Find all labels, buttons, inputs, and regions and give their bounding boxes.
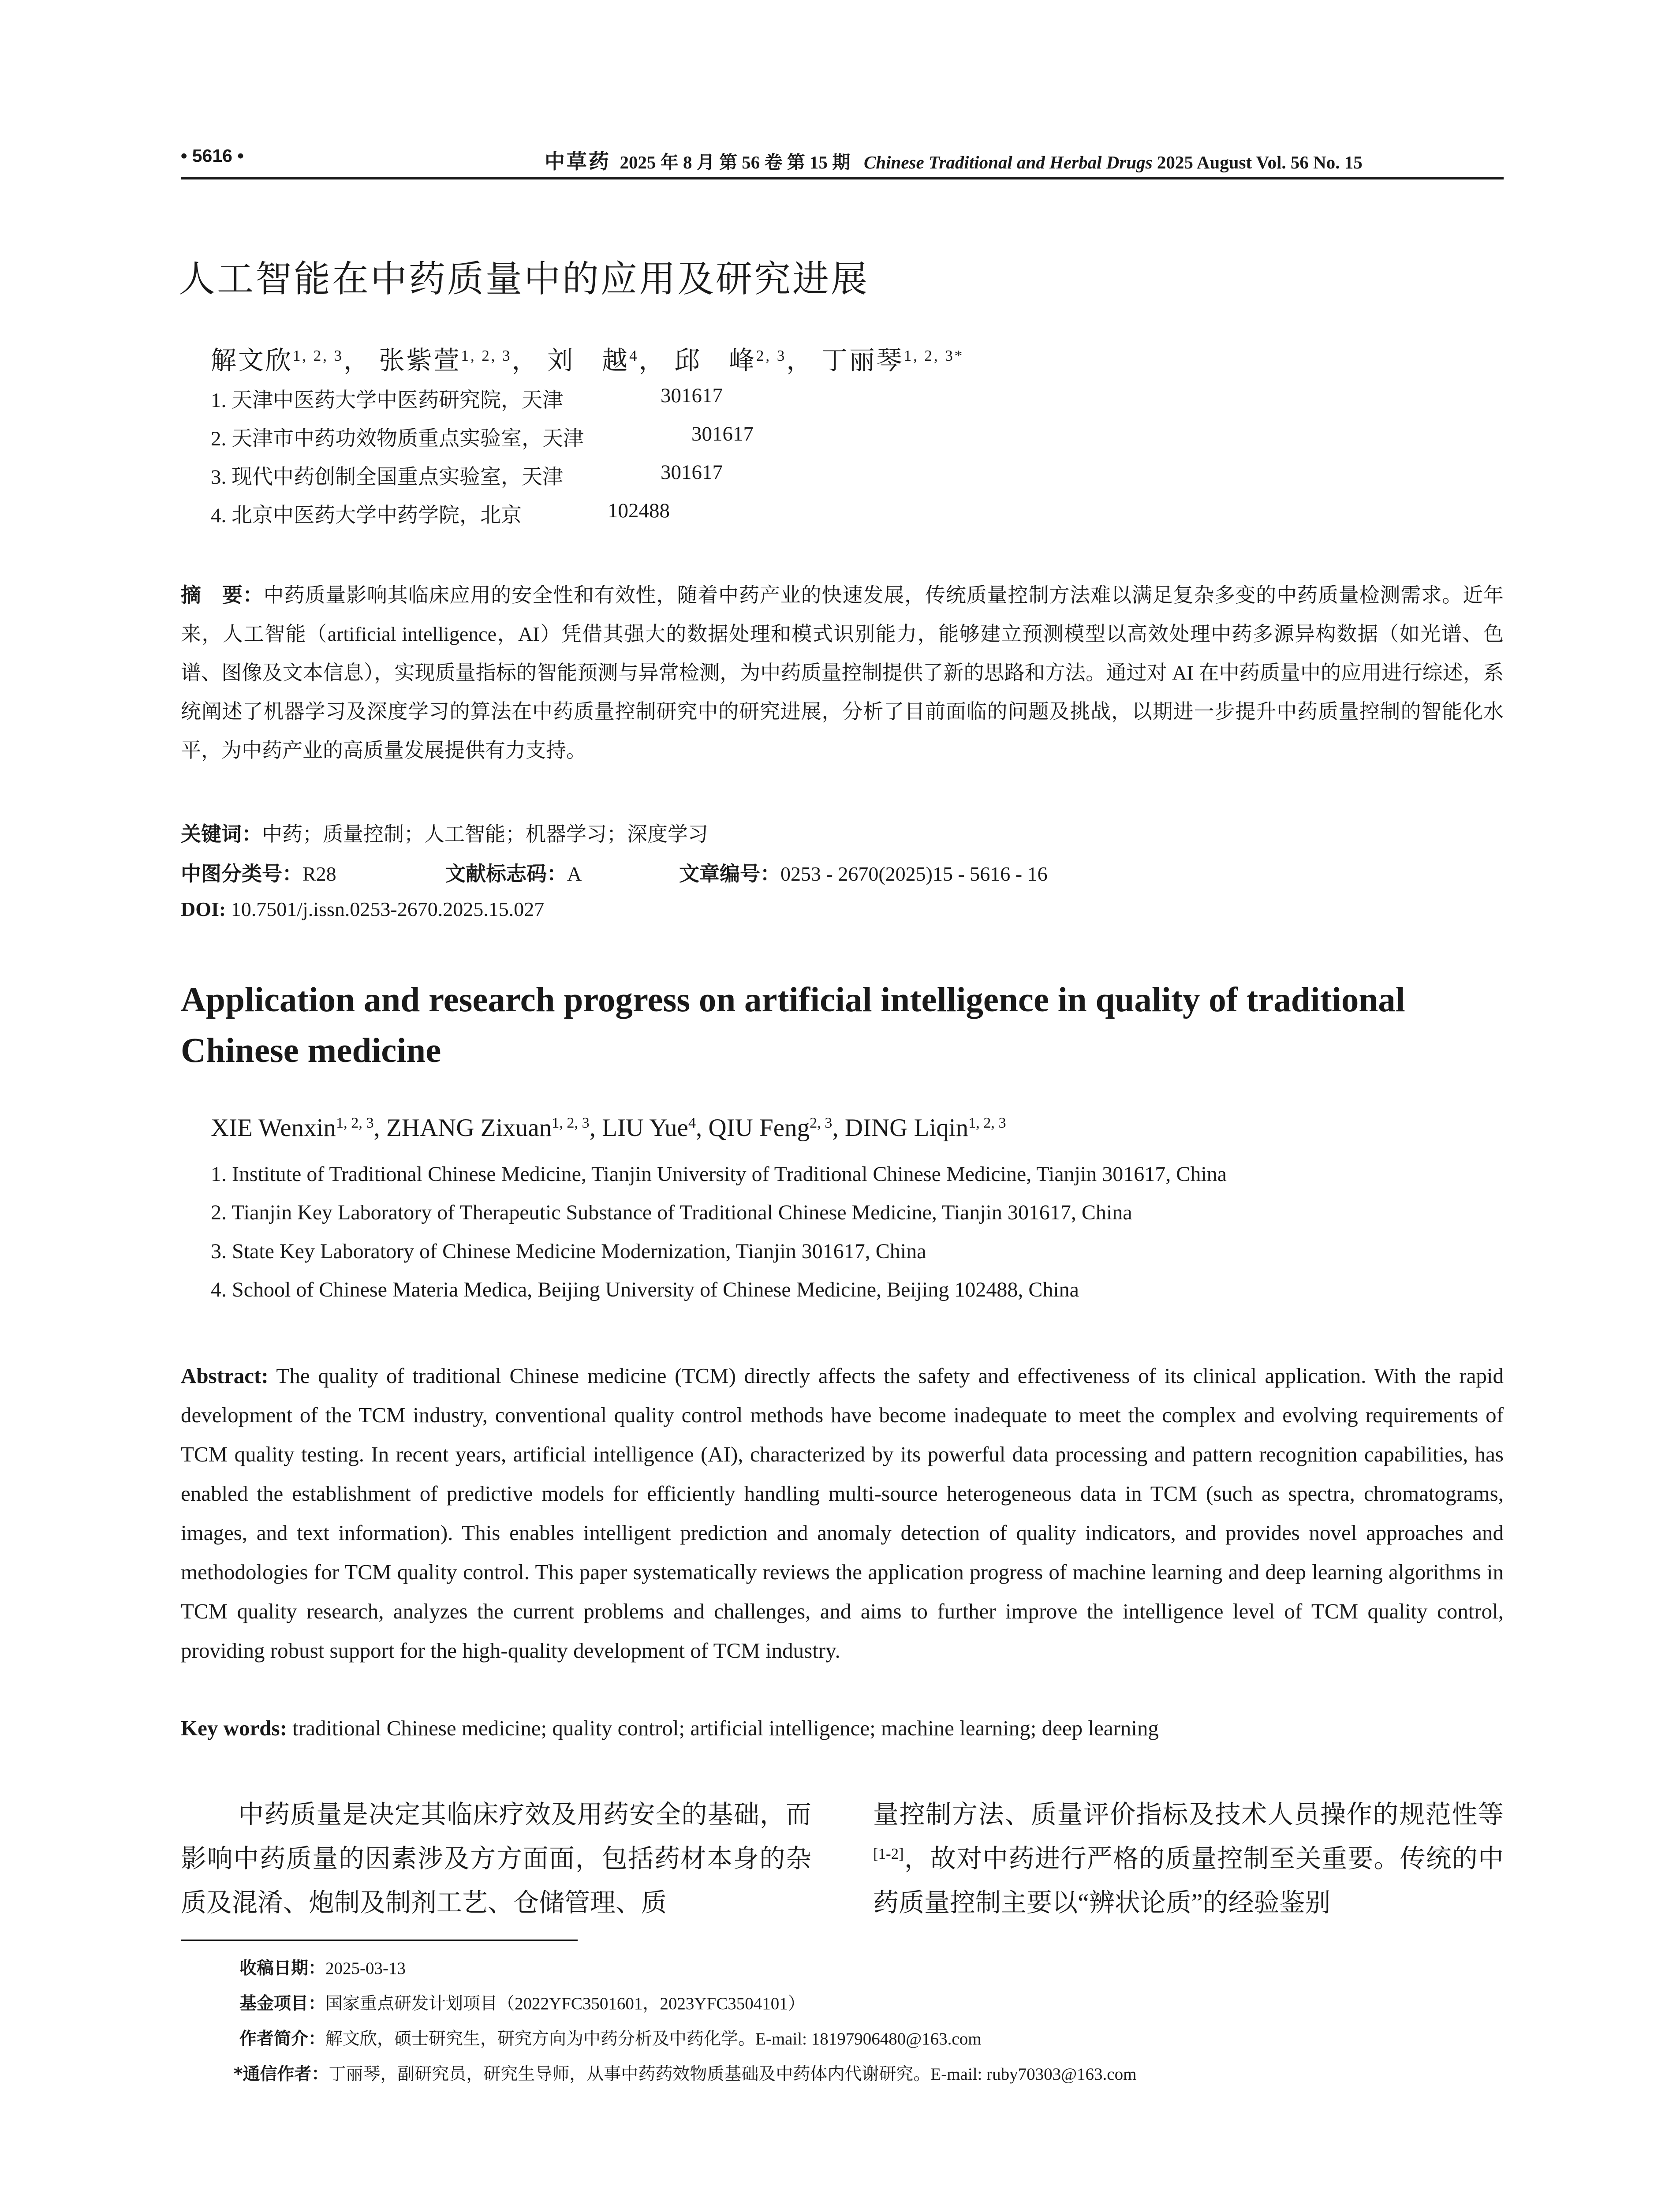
- abstract-cn: [181, 576, 1504, 770]
- author-affil-sup: 4: [629, 347, 639, 364]
- author-affil-sup: 1, 2, 3*: [903, 347, 964, 364]
- keywords-label-en: Key words:: [181, 1716, 287, 1740]
- keywords-en: [181, 1715, 1159, 1741]
- postal-code: 301617: [661, 384, 723, 407]
- keywords-cn: [181, 818, 708, 847]
- body-text: 量控制方法、质量评价指标及技术人员操作的规范性等: [873, 1800, 1504, 1829]
- title-en: Application and research progress on artificial intelligence in quality of traditional Chinese medicine: [181, 981, 1405, 1070]
- classification-line: [181, 858, 1504, 887]
- author-affil-sup: 2, 3: [810, 1115, 833, 1132]
- article-number-label: 文章编号：: [679, 862, 780, 886]
- postal-code: 102488: [608, 499, 670, 522]
- author-affil-sup: 1, 2, 3: [293, 347, 344, 364]
- body-text: ，故对中药进行严格的质量控制至关重要。传统的中药质量控制主要以“辨状论质”的经验鉴别: [873, 1844, 1504, 1917]
- footnote-text: 2025-03-13: [325, 1959, 406, 1978]
- affiliation-cn: [211, 460, 723, 490]
- header-rule: [181, 177, 1504, 179]
- author-name: XIE Wenxin: [211, 1114, 336, 1142]
- footnote-label: 作者简介：: [239, 2029, 326, 2049]
- author-affil-sup: 4: [688, 1115, 696, 1132]
- author-name: 解文欣: [211, 346, 293, 375]
- abstract-text-en: The quality of traditional Chinese medicine (TCM) directly affects the safety and effectiveness of its clinical application. With the rapid development of the TCM industry, conventional quality control methods have become inadequate to meet the complex and evolving requirements of TCM quality testing. In recent years, artificial intelligence (AI), characterized by its powerful data processing and pattern recognition capabilities, has enabled the establishment of predictive models for efficiently handling multi-source heterogeneous data in TCM (such as spectra, chromatograms, images, and text information). This enables intelligent prediction and anomaly detection of quality indicators, and provides novel approaches and methodologies for TCM quality control. This paper systematically reviews the application progress of machine learning and deep learning algorithms in TCM quality research, analyzes the current problems and challenges, and aims to further improve the intelligence level of TCM quality control, providing robust support for the high-quality development of TCM industry.: [181, 1364, 1504, 1663]
- citation-ref: [1-2]: [873, 1845, 904, 1862]
- journal-name-en: Chinese Traditional and Herbal Drugs: [864, 152, 1153, 172]
- footnote-corresponding: [234, 2060, 1136, 2085]
- footnote-author: [239, 2025, 982, 2050]
- clc-value: R28: [302, 863, 336, 885]
- affiliation-en: 3. State Key Laboratory of Chinese Medicine Modernization, Tianjin 301617, China: [211, 1240, 926, 1263]
- running-header: [181, 146, 1504, 172]
- author-affil-sup: 2, 3: [756, 347, 787, 364]
- author-affil-sup: 1, 2, 3: [336, 1115, 374, 1132]
- journal-name-cn: 中草药: [545, 149, 611, 173]
- doi-label: DOI:: [181, 898, 226, 920]
- author-affil-sup: 1, 2, 3: [461, 347, 512, 364]
- authors-cn: 解文欣$^{1, 2, 3}$， 张紫萱$^{1, 2, 3}$， 刘 越$^4$， 邱 峰$^{2, 3}$， 丁丽琴$^{1, 2, 3*}$: [211, 346, 964, 375]
- affiliation-text: 3. 现代中药创制全国重点实验室，天津: [211, 466, 563, 489]
- title-cn: 人工智能在中药质量中的应用及研究进展: [179, 258, 869, 300]
- footnote-text: 解文欣，硕士研究生，研究方向为中药分析及中药化学。E-mail: 18197906480@163.com: [325, 2029, 982, 2048]
- doi-line: [181, 897, 544, 921]
- issue-en: 2025 August Vol. 56 No. 15: [1157, 152, 1363, 172]
- author-affil-sup: 1, 2, 3: [552, 1115, 590, 1132]
- footnote-fund: [239, 1990, 805, 2014]
- body-column-left: 中药质量是决定其临床疗效及用药安全的基础，而影响中药质量的因素涉及方方面面，包括药材本身的杂质及混淆、炮制及制剂工艺、仓储管理、质: [181, 1800, 811, 1917]
- affiliation-cn: [211, 499, 670, 528]
- issue-cn: 2025 年 8 月 第 56 卷 第 15 期: [620, 152, 851, 172]
- abstract-label-en: Abstract:: [181, 1364, 269, 1388]
- affiliation-en: 1. Institute of Traditional Chinese Medicine, Tianjin University of Traditional Chinese Medicine, Tianjin 301617, China: [211, 1162, 1227, 1186]
- footnote-label: 收稿日期：: [239, 1958, 326, 1978]
- body-column-right: [873, 1793, 1504, 1925]
- doc-code-value: A: [567, 863, 582, 885]
- affiliation-en: 2. Tianjin Key Laboratory of Therapeutic Substance of Traditional Chinese Medicine, Tianjin 301617, China: [211, 1201, 1132, 1224]
- doc-code-label: 文献标志码：: [445, 862, 567, 886]
- author-name: 邱 峰: [674, 346, 757, 375]
- affiliation-cn: [211, 384, 723, 413]
- footnote-label: 基金项目：: [239, 1994, 326, 2014]
- author-name: 张紫萱: [379, 346, 461, 375]
- author-name: LIU Yue: [602, 1114, 688, 1142]
- abstract-label-cn: 摘 要：: [181, 583, 264, 607]
- keywords-text-en: traditional Chinese medicine; quality control; artificial intelligence; machine learning; deep learning: [292, 1716, 1159, 1740]
- affiliation-text: 2. 天津市中药功效物质重点实验室，天津: [211, 427, 584, 450]
- footnote-rule: [181, 1940, 578, 1941]
- article-number-value: 0253 - 2670(2025)15 - 5616 - 16: [780, 863, 1048, 885]
- clc-label: 中图分类号：: [181, 862, 302, 886]
- page-number: • 5616 •: [181, 146, 244, 166]
- footnote-label: *通信作者：: [234, 2064, 329, 2084]
- doi-value: 10.7501/j.issn.0253-2670.2025.15.027: [231, 898, 545, 920]
- author-name: QIU Feng: [708, 1114, 810, 1142]
- postal-code: 301617: [661, 461, 723, 484]
- author-affil-sup: 1, 2, 3: [968, 1115, 1006, 1132]
- affiliation-en: 4. School of Chinese Materia Medica, Beijing University of Chinese Medicine, Beijing 102488, China: [211, 1278, 1079, 1301]
- keywords-text-cn: 中药；质量控制；人工智能；机器学习；深度学习: [262, 823, 708, 845]
- author-name: 丁丽琴: [821, 346, 904, 375]
- author-name: 刘 越: [547, 346, 630, 375]
- keywords-label-cn: 关键词：: [181, 822, 262, 846]
- affiliation-cn: [211, 422, 754, 452]
- affiliation-text: 1. 天津中医药大学中医药研究院，天津: [211, 389, 563, 412]
- abstract-en: [181, 1356, 1504, 1670]
- author-name: ZHANG Zixuan: [386, 1114, 552, 1142]
- footnote-text: 丁丽琴，副研究员，研究生导师，从事中药药效物质基础及中药体内代谢研究。E-mail: ruby70303@163.com: [329, 2065, 1137, 2084]
- affiliation-text: 4. 北京中医药大学中药学院，北京: [211, 504, 522, 527]
- journal-info: [545, 146, 1363, 175]
- footnote-received: [239, 1955, 406, 1979]
- authors-en: XIE Wenxin$^{1, 2, 3}$, ZHANG Zixuan$^{1, 2, 3}$, LIU Yue$^4$, QIU Feng$^{2, 3}$, DING Liqin$^{1, 2, 3}$: [211, 1114, 1006, 1142]
- postal-code: 301617: [691, 422, 754, 445]
- abstract-text-cn: 中药质量影响其临床应用的安全性和有效性，随着中药产业的快速发展，传统质量控制方法难以满足复杂多变的中药质量检测需求。近年来，人工智能（artificial intelligence，AI）凭借其强大的数据处理和模式识别能力，能够建立预测模型以高效处理中药多源异构数据（如光谱、色谱、图像及文本信息），实现质量指标的智能预测与异常检测，为中药质量控制提供了新的思路和方法。通过对 AI 在中药质量中的应用进行综述，系统阐述了机器学习及深度学习的算法在中药质量控制研究中的研究进展，分析了目前面临的问题及挑战，以期进一步提升中药质量控制的智能化水平，为中药产业的高质量发展提供有力支持。: [181, 584, 1504, 762]
- author-name: DING Liqin: [844, 1114, 969, 1142]
- footnote-text: 国家重点研发计划项目（2022YFC3501601，2023YFC3504101）: [325, 1994, 805, 2013]
